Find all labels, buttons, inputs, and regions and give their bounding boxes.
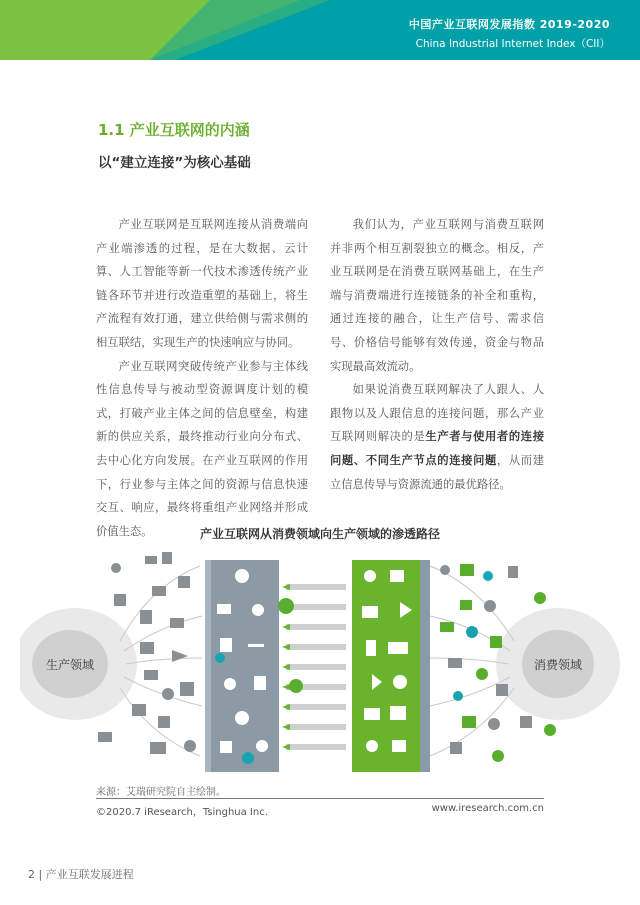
header-title: 中国产业互联网发展指数 2019-2020 [408,18,610,31]
right-paragraph-2-tail: ，从而建立信息传导与资源流通的最优路径。 [330,453,544,491]
green-panel [352,560,426,772]
right-paragraph-1: 我们认为，产业互联网与消费互联网并非两个相互割裂独立的概念。相反，产业互联网是在消费互联网基础上，在生产端与消费端进行连接链条的补全和重构，通过连接的融合，让生产信号、需求信号、价格信号能够有效传递，资金与物品实现最高效流动。 [330,218,544,373]
figure-title: 产业互联网从消费领域向生产领域的渗透路径 [199,527,440,541]
right-paragraph-2-text: 如果说消费互联网解决了人跟人、人跟物以及人跟信息的连接问题，那么产业互联网则解决的是 [330,383,544,444]
left-paragraph-1: 产业互联网是互联网连接从消费端向产业端渗透的过程，是在大数据、云计算、人工智能等新一代技术渗透传统产业链各环节并进行改造重塑的基础上，将生产流程有效打通，建立供给侧与需求侧的相互联结，实现生产的快速响应与协同。 [96,218,308,349]
left-paragraph-2: 产业互联网突破传统产业参与主体线性信息传导与被动型资源调度计划的模式，打破产业主体之间的信息壁垒，构建新的供应关系，最终推动行业向分布式、去中心化方向发展。在产业互联网的作用下，行业参与主体之间的资源与信息快速交互、响应，最终将重组产业网络并形成价值生态。 [96,359,308,538]
website-link[interactable]: www.iresearch.com.cn [431,803,544,814]
right-paragraph-2 [330,378,544,496]
section-title: 1.1 产业互联网的内涵 [98,121,250,139]
section-subtitle: 以“建立连接”为核心基础 [98,155,251,171]
copyright: ©2020.7 iResearch，Tsinghua Inc. [96,807,268,818]
figure-source: 来源：艾瑞研究院自主绘制。 [96,787,226,798]
right-domain-label: 消费领域 [533,658,583,672]
gray-panel [205,560,279,772]
divider [96,798,544,799]
page-footer: 2 | 产业互联发展进程 [28,868,134,881]
right-column [330,213,544,496]
left-column [96,213,308,543]
right-paragraph-2-highlight: 生产者与使用者的连接问题、不同生产节点的连接问题 [330,430,544,467]
penetration-figure [20,546,620,778]
left-domain-label: 生产领域 [45,658,95,672]
header-subtitle: China Industrial Internet Index（CII） [415,38,610,50]
